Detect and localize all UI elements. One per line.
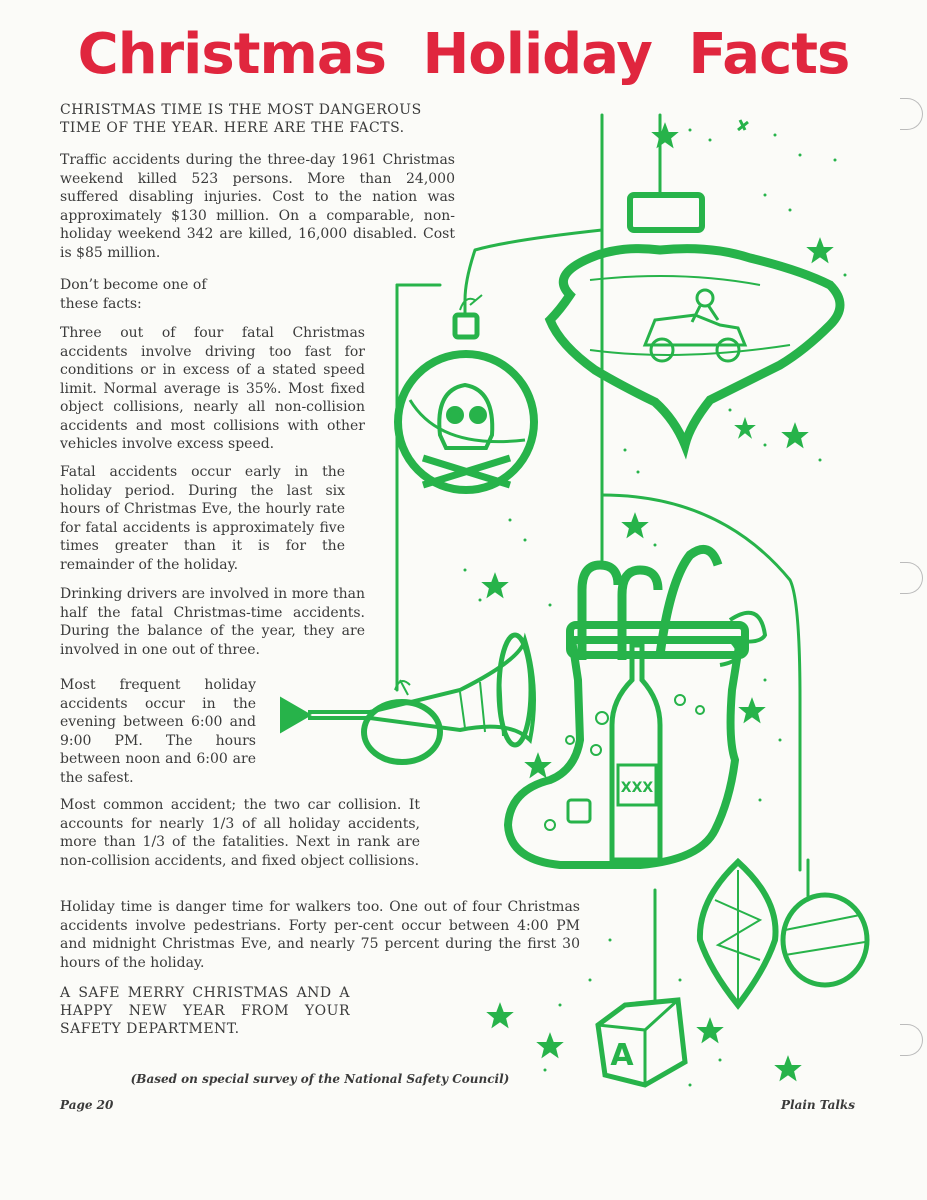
paragraph-drinking: Drinking drivers are involved in more than half the fatal Christmas-time accidents. During the balance of the year, they are involved in one out of three.	[60, 586, 365, 658]
paragraph-pedestrians: Holiday time is danger time for walkers too. One out of four Christmas accidents involve pedestrians. Forty per-cent occur between 4:00 PM and midnight Christmas Eve, and nearly 75 percent during the first 30 hours of the holiday.	[60, 899, 580, 971]
block-letter: A	[610, 1038, 634, 1073]
intro-heading: CHRISTMAS TIME IS THE MOST DANGEROUS TIME OF THE YEAR. HERE ARE THE FACTS.	[60, 102, 422, 136]
paragraph-speed: Three out of four fatal Christmas accidents involve driving too fast for conditions or in excess of a stated speed limit. Normal average is 35%. Most fixed object collisions, nearly all non-collision accidents and most collisions with other vehicles involve excess speed.	[60, 325, 365, 452]
teardrop-ornament	[700, 862, 776, 1005]
car-ornament	[550, 195, 840, 445]
stocking-ornament	[508, 613, 765, 865]
glass-icon	[568, 800, 590, 822]
paragraph-dont-become: Don’t become one of these facts:	[60, 277, 207, 312]
binder-hole-top	[900, 98, 923, 130]
binder-hole-bottom	[900, 1024, 923, 1056]
toy-block-icon	[598, 1000, 685, 1085]
closing-message: A SAFE MERRY CHRISTMAS AND A HAPPY NEW YEAR FROM YOUR SAFETY DEPARTMENT.	[60, 985, 350, 1037]
binder-hole-middle	[900, 562, 923, 594]
page-title: Christmas Holiday Facts	[77, 22, 850, 87]
publication-name: Plain Talks	[780, 1098, 855, 1112]
bottle-label: XXX	[620, 780, 654, 796]
paragraph-evening: Most frequent holiday accidents occur in the evening between 6:00 and 9:00 PM. The hours between noon and 6:00 are the safest.	[60, 677, 256, 786]
paragraph-traffic-stats: Traffic accidents during the three-day 1961 Christmas weekend killed 523 persons. More than 24,000 suffered disabling injuries. Cost to the nation was approximately $130 million. On a comparable, non-holiday weekend 342 are killed, 16,000 disabled. Cost is $85 million.	[60, 152, 455, 261]
paragraph-early-accidents: Fatal accidents occur early in the holiday period. During the last six hours of Christmas Eve, the hourly rate for fatal accidents is approximately five times greater than it is for the remainder of the holiday.	[60, 464, 345, 573]
christmas-ornaments-illustration	[260, 100, 870, 1090]
skull-ornament	[398, 295, 534, 490]
paragraph-two-car: Most common accident; the two car collision. It accounts for nearly 1/3 of all holiday accidents, more than 1/3 of the fatalities. Next in rank are non-collision accidents, and fixed object collisions.	[60, 797, 420, 869]
round-ornament	[783, 895, 867, 985]
horn-ornament	[282, 635, 534, 762]
source-credit: (Based on special survey of the National Safety Council)	[130, 1072, 510, 1086]
skull-icon	[423, 385, 510, 485]
bottle-icon	[612, 645, 660, 860]
page-number: Page 20	[60, 1098, 114, 1112]
car-icon	[645, 290, 745, 361]
